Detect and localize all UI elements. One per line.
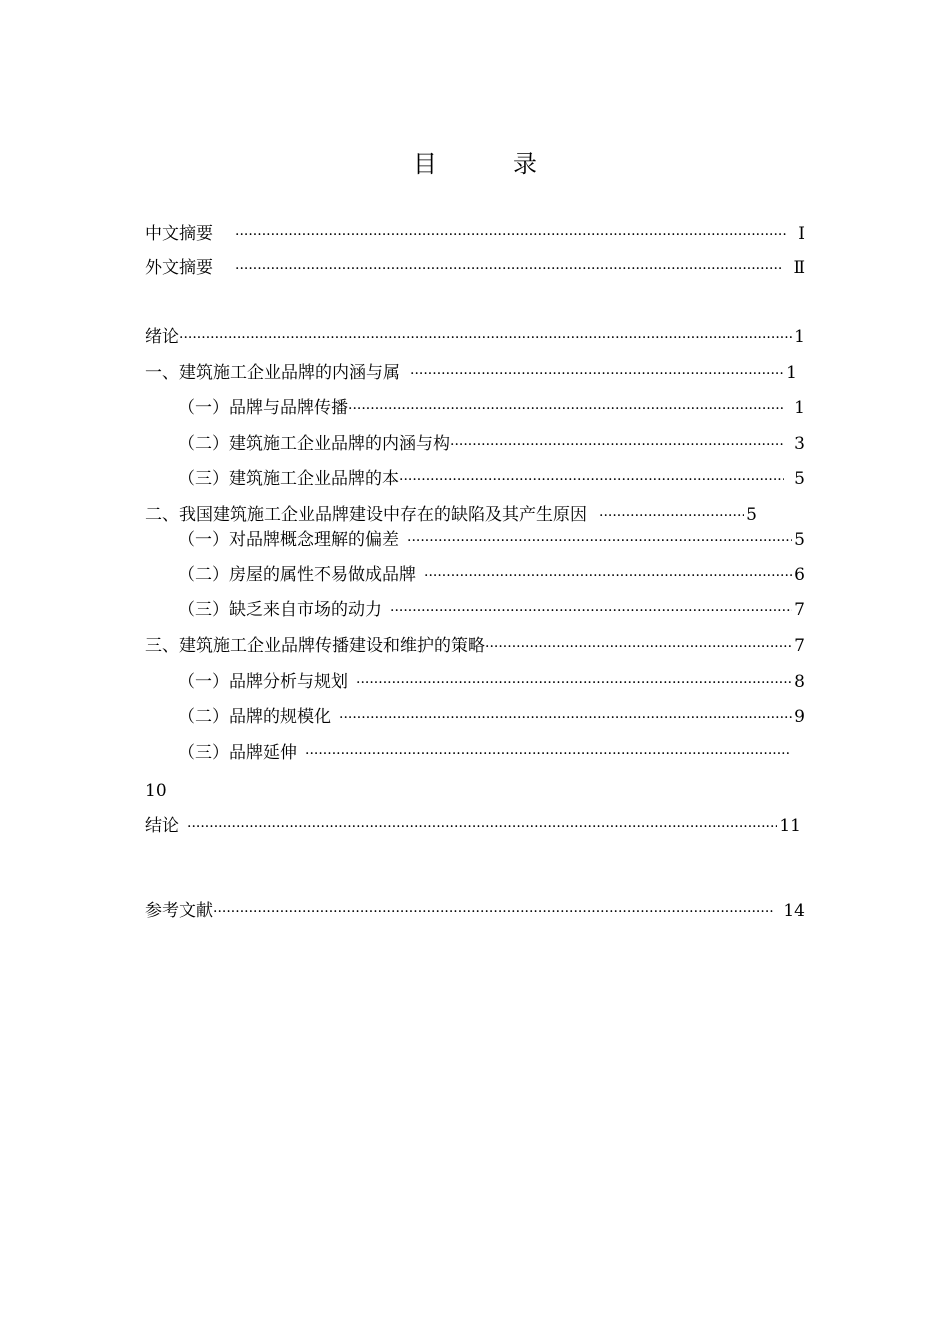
toc-leader-dots — [450, 433, 784, 456]
toc-entry-page: 1 — [794, 327, 805, 347]
toc-leader-dots — [339, 706, 792, 729]
toc-entry-label: （一）品牌分析与规划 — [178, 672, 348, 692]
page-title: 目 录 — [413, 150, 563, 178]
toc-entry-label: 二、我国建筑施工企业品牌建设中存在的缺陷及其产生原因 — [145, 505, 587, 525]
toc-entry-label: 一、建筑施工企业品牌的内涵与属 — [145, 363, 400, 383]
toc-entry-label: （一）品牌与品牌传播 — [178, 398, 348, 418]
toc-entry[interactable] — [178, 670, 805, 694]
toc-leader-dots — [424, 564, 792, 587]
toc-entry[interactable] — [178, 705, 805, 729]
toc-entry-label: 中文摘要 — [145, 224, 213, 244]
toc-entry-page: 8 — [794, 672, 805, 692]
toc-entry[interactable] — [178, 396, 805, 420]
toc-entry-page: 6 — [794, 565, 805, 585]
toc-entry[interactable] — [178, 467, 805, 491]
toc-entry-page: 14 — [783, 901, 805, 921]
toc-entry-label: （三）建筑施工企业品牌的本 — [178, 469, 399, 489]
toc-entry-page: 1 — [794, 398, 805, 418]
toc-leader-dots — [407, 529, 792, 552]
toc-entry-label: （二）品牌的规模化 — [178, 707, 331, 727]
toc-entry-label: （二）房屋的属性不易做成品牌 — [178, 565, 416, 585]
toc-leader-dots — [348, 397, 784, 420]
toc-entry-page: 5 — [794, 530, 805, 550]
toc-entry-label: 绪论 — [145, 327, 179, 347]
toc-entry-label: 参考文献 — [145, 901, 213, 921]
toc-entry[interactable] — [145, 222, 805, 246]
toc-entry[interactable] — [145, 325, 805, 349]
toc-entry-page: 5 — [794, 469, 805, 489]
toc-leader-dots — [485, 635, 792, 658]
toc-entry[interactable] — [145, 899, 805, 923]
toc-leader-dots — [599, 504, 744, 527]
toc-leader-dots — [410, 362, 784, 385]
toc-entry[interactable] — [145, 814, 801, 838]
toc-entry-page: 11 — [779, 816, 801, 836]
toc-entry-label: 三、建筑施工企业品牌传播建设和维护的策略 — [145, 636, 485, 656]
toc-leader-dots — [235, 257, 783, 280]
toc-entry[interactable] — [178, 741, 790, 765]
toc-entry-page: 7 — [794, 636, 805, 656]
toc-entry-label: （三）品牌延伸 — [178, 743, 297, 763]
toc-entry-page: 3 — [794, 434, 805, 454]
toc-entry[interactable] — [145, 361, 797, 385]
toc-leader-dots — [399, 468, 784, 491]
toc-entry-label: （三）缺乏来自市场的动力 — [178, 600, 382, 620]
toc-leader-dots — [187, 815, 777, 838]
toc-leader-dots — [235, 223, 788, 246]
toc-entry-page: 9 — [794, 707, 805, 727]
toc-leader-dots — [179, 326, 792, 349]
toc-entry[interactable] — [145, 256, 805, 280]
toc-leader-dots — [390, 599, 792, 622]
toc-entry[interactable] — [145, 634, 805, 658]
toc-entry-page: Ⅰ — [798, 224, 805, 244]
toc-entry-page: 7 — [794, 600, 805, 620]
toc-entry-label: （一）对品牌概念理解的偏差 — [178, 530, 399, 550]
toc-entry[interactable] — [178, 528, 805, 552]
toc-entry-page: Ⅱ — [793, 258, 805, 278]
toc-entry[interactable] — [178, 598, 805, 622]
toc-entry-label: （二）建筑施工企业品牌的内涵与构 — [178, 434, 450, 454]
toc-entry-page: 10 — [145, 781, 167, 801]
toc-entry[interactable] — [178, 432, 805, 456]
toc-entry-page: 1 — [786, 363, 797, 383]
toc-leader-dots — [305, 742, 790, 765]
toc-leader-dots — [356, 671, 792, 694]
toc-entry-label: 结论 — [145, 816, 179, 836]
toc-entry-label: 外文摘要 — [145, 258, 213, 278]
toc-entry-page: 5 — [746, 505, 757, 525]
toc-leader-dots — [213, 900, 773, 923]
toc-entry[interactable] — [145, 503, 757, 527]
toc-entry[interactable] — [178, 563, 805, 587]
